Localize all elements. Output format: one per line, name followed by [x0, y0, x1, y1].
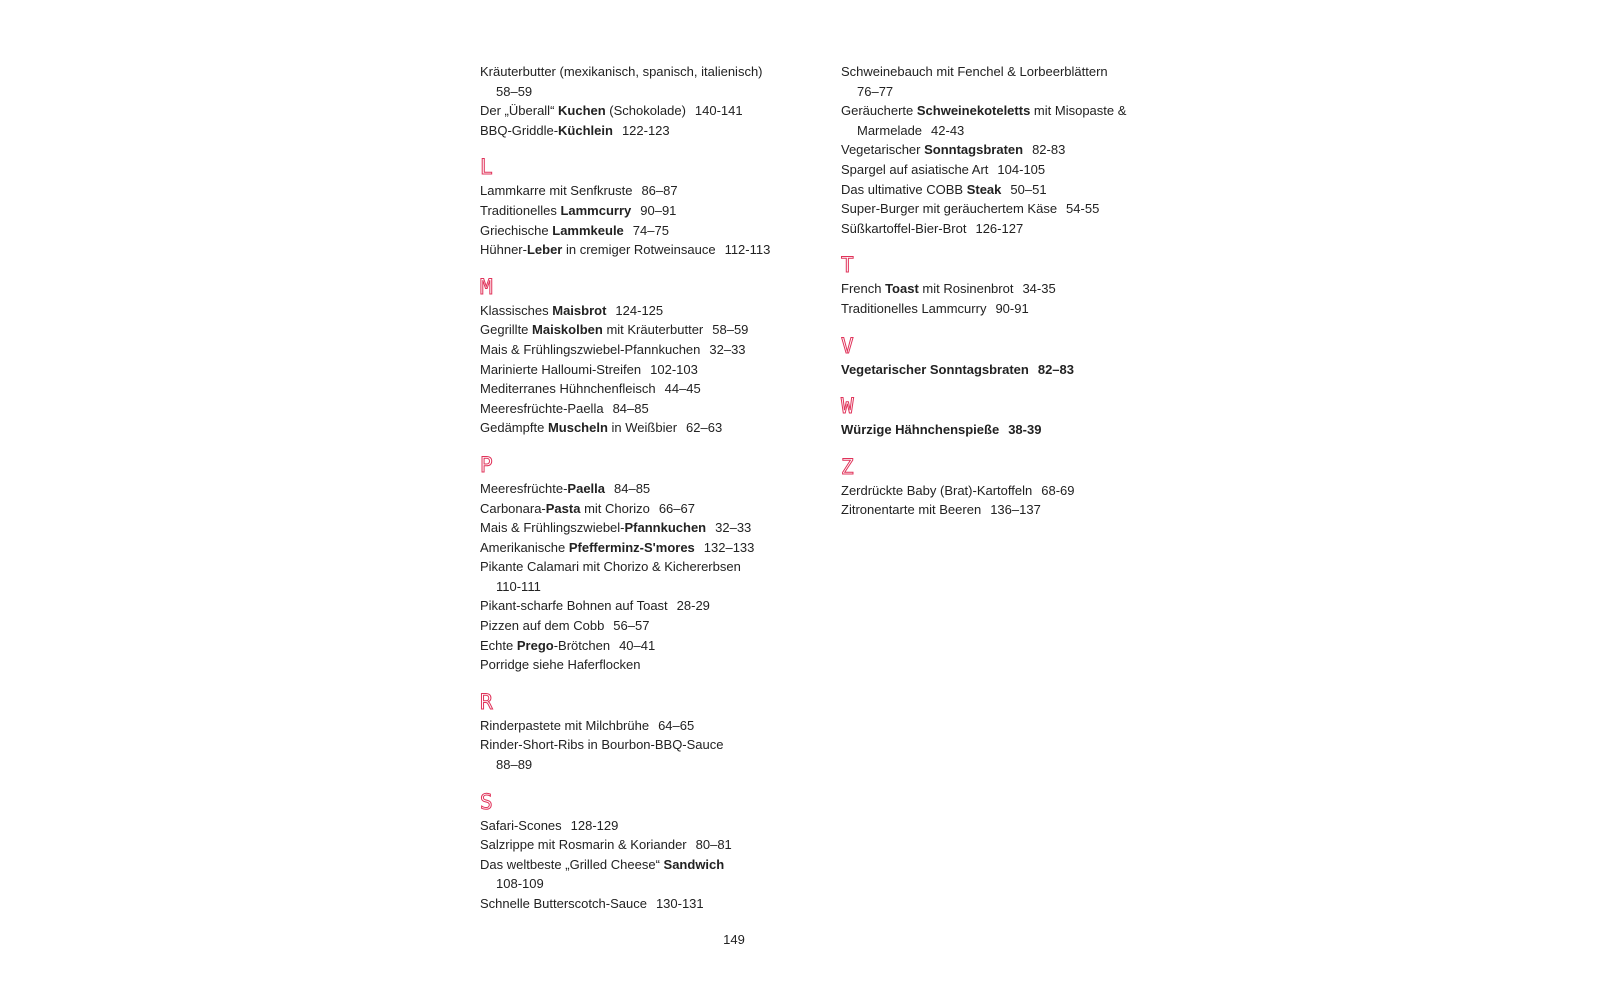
index-entry-text: Traditionelles: [480, 202, 561, 218]
page-reference: 86–87: [641, 183, 678, 199]
page-reference: 126-127: [975, 220, 1024, 236]
index-entry-text: Mais & Frühlingszwiebel-: [480, 520, 625, 536]
page-reference: 136–137: [990, 502, 1041, 518]
page-reference: 64–65: [658, 717, 695, 733]
index-keyword: Prego: [516, 637, 554, 653]
index-entry-text: Lammkarre mit Senfkruste: [480, 183, 633, 199]
index-entry: [480, 181, 810, 201]
page-reference: 128-129: [570, 817, 619, 833]
index-section-w: [841, 395, 1171, 440]
index-entry: [480, 379, 810, 399]
index-keyword: Pfefferminz-S'mores: [568, 539, 695, 555]
index-entry-text: Safari-Scones: [480, 817, 562, 833]
index-keyword: Muscheln: [547, 420, 608, 436]
index-entry: [480, 320, 810, 340]
index-keyword: Küchlein: [558, 122, 613, 138]
index-keyword: Schweinekoteletts: [916, 103, 1031, 119]
page-number: 149: [723, 932, 745, 947]
index-entry: [480, 399, 810, 419]
page-reference: 122-123: [621, 122, 670, 138]
page-reference: 54-55: [1066, 201, 1100, 217]
index-entry-text: Griechische: [480, 222, 553, 238]
index-entry: [480, 835, 810, 855]
index-entry-text: Pikant-scharfe Bohnen auf Toast: [480, 598, 668, 614]
index-entry-text: (Schokolade): [605, 103, 686, 119]
index-entry-text: Super-Burger mit geräuchertem Käse: [841, 201, 1058, 217]
index-entry: [480, 616, 810, 636]
index-section-t: [841, 254, 1171, 318]
index-entry-text: Gedämpfte: [480, 420, 548, 436]
index-keyword: Toast: [885, 281, 919, 297]
index-entry-text: Klassisches: [480, 302, 553, 318]
section-letter: P: [480, 452, 493, 477]
index-entry-text: Hühner-: [480, 242, 527, 258]
index-entry: [841, 219, 1171, 239]
index-entry: [841, 140, 1171, 160]
index-keyword: Paella: [567, 480, 606, 496]
section-letter: W: [841, 394, 854, 419]
index-entry: [480, 636, 810, 656]
index-entry-text: Zerdrückte Baby (Brat)-Kartoffeln: [841, 482, 1033, 498]
index-entry: [480, 121, 810, 141]
index-keyword: Maiskolben: [532, 322, 603, 338]
page-reference: 102-103: [650, 361, 698, 377]
page-reference: 90–91: [640, 202, 677, 218]
index-entry: [841, 299, 1171, 319]
index-entry-text: mit Chorizo: [580, 500, 650, 516]
index-entry-text: Das ultimative COBB: [841, 181, 967, 197]
index-section-continued: [841, 62, 1171, 238]
page-reference: 84–85: [612, 400, 649, 416]
index-entry: [480, 418, 810, 438]
page-reference: 38-39: [1008, 422, 1042, 438]
index-entry-text: Das weltbeste „Grilled Cheese“: [480, 856, 664, 872]
index-entry-text: in Weißbier: [607, 420, 678, 436]
index-entry: [480, 596, 810, 616]
section-letter: M: [480, 274, 493, 299]
page-reference: 58–59: [712, 322, 749, 338]
index-keyword: Sandwich: [663, 856, 725, 872]
index-section-r: [480, 691, 810, 775]
index-entry-text: Marinierte Halloumi-Streifen: [480, 361, 642, 377]
page-reference: 66–67: [658, 500, 695, 516]
index-column-right: [841, 62, 1171, 520]
index-keyword: Leber: [526, 242, 563, 258]
index-entry: [480, 816, 810, 836]
index-entry-continuation: [480, 874, 810, 894]
index-keyword: Pfannkuchen: [624, 520, 707, 536]
index-entry-text: Meeresfrüchte-Paella: [480, 400, 604, 416]
index-entry-text: mit Rosinenbrot: [918, 281, 1014, 297]
index-entry-text: -Brötchen: [553, 637, 611, 653]
section-letter: S: [480, 789, 493, 814]
index-entry-continuation: [480, 577, 810, 597]
index-entry-text: Porridge siehe Haferflocken: [480, 657, 641, 673]
page-reference: 108-109: [496, 876, 544, 892]
index-entry-text: Pikante Calamari mit Chorizo & Kichererbsen: [480, 559, 741, 575]
index-entry-text: Spargel auf asiatische Art: [841, 161, 989, 177]
index-entry-text: French: [841, 281, 886, 297]
index-keyword: Lammkeule: [552, 222, 624, 238]
page-reference: 124-125: [615, 302, 664, 318]
index-entry: [480, 62, 810, 101]
index-entry-text: Rinder-Short-Ribs in Bourbon-BBQ-Sauce: [480, 737, 724, 753]
index-entry: [841, 420, 1171, 440]
page-reference: 62–63: [686, 420, 723, 436]
index-entry-text: Gegrillte: [480, 322, 533, 338]
section-letter: V: [841, 333, 854, 358]
page-reference: 56–57: [613, 618, 650, 634]
index-entry-text: Amerikanische: [480, 539, 569, 555]
index-keyword: Lammcurry: [560, 202, 632, 218]
index-entry-text: Mais & Frühlingszwiebel-Pfannkuchen: [480, 341, 701, 357]
section-letter: Z: [841, 454, 854, 479]
index-entry: [480, 894, 810, 914]
page-reference: 32–33: [709, 341, 746, 357]
index-entry-text: BBQ-Griddle-: [480, 122, 559, 138]
page-reference: 82-83: [1032, 142, 1066, 158]
index-entry: [480, 479, 810, 499]
index-entry-text: Vegetarischer: [841, 142, 925, 158]
index-entry: [841, 279, 1171, 299]
index-keyword: Pasta: [545, 500, 581, 516]
index-entry-text: Traditionelles Lammcurry: [841, 300, 987, 316]
index-entry-text: Schnelle Butterscotch-Sauce: [480, 896, 647, 911]
index-column-left: [480, 62, 810, 914]
index-entry: [480, 518, 810, 538]
page-reference: 82–83: [1037, 361, 1074, 377]
page-reference: 112-113: [724, 242, 771, 258]
page-reference: 32–33: [715, 520, 752, 536]
index-entry: [480, 201, 810, 221]
index-entry: [480, 716, 810, 736]
index-section-s: [480, 791, 810, 914]
index-entry-text: Kräuterbutter (mexikanisch, spanisch, italienisch): [480, 64, 763, 79]
index-entry-text: Rinderpastete mit Milchbrühe: [480, 717, 650, 733]
section-letter: T: [841, 253, 854, 278]
index-entry-text: Schweinebauch mit Fenchel & Lorbeerblättern: [841, 64, 1108, 79]
section-letter: L: [480, 155, 493, 180]
page-reference: 74–75: [632, 222, 669, 238]
index-entry-text: mit Kräuterbutter: [602, 322, 704, 338]
index-entry: [480, 538, 810, 558]
section-letter: R: [480, 689, 493, 714]
index-keyword: Vegetarischer Sonntagsbraten: [841, 361, 1029, 377]
index-entry: [480, 221, 810, 241]
page-reference: 80–81: [695, 837, 732, 853]
index-entry: [480, 240, 810, 260]
index-entry: [480, 499, 810, 519]
index-entry: [841, 500, 1171, 520]
page-reference: 40–41: [619, 637, 656, 653]
index-entry-text: Der „Überall“: [480, 103, 559, 119]
index-entry: [841, 481, 1171, 501]
page-reference: 104-105: [997, 161, 1046, 177]
index-entry-text: Carbonara-: [480, 500, 546, 516]
index-entry-text: Salzrippe mit Rosmarin & Koriander: [480, 837, 687, 853]
index-entry: [480, 655, 810, 675]
index-keyword: Kuchen: [558, 103, 606, 119]
index-entry: [480, 101, 810, 121]
index-keyword: Sonntagsbraten: [924, 142, 1024, 158]
index-entry-text: Echte: [480, 637, 517, 653]
page-reference: 50–51: [1010, 181, 1047, 197]
page-reference: 28-29: [676, 598, 710, 614]
index-entry-text: in cremiger Rotweinsauce: [562, 242, 716, 258]
page-reference: 42-43: [931, 122, 965, 138]
index-entry-text: Zitronentarte mit Beeren: [841, 502, 982, 518]
page-reference: 140-141: [694, 103, 743, 119]
index-entry-text: Geräucherte: [841, 103, 917, 119]
page-reference: 68-69: [1041, 482, 1075, 498]
index-entry: [480, 735, 810, 774]
index-entry: [480, 855, 810, 894]
index-entry-continuation: [480, 82, 810, 102]
page-reference: 130-131: [655, 896, 704, 911]
index-entry-text: Marmelade: [857, 122, 923, 138]
page-reference: 84–85: [614, 480, 651, 496]
index-entry: [841, 360, 1171, 380]
index-keyword: Maisbrot: [552, 302, 607, 318]
index-section-z: [841, 456, 1171, 520]
index-entry-continuation: [841, 121, 1171, 141]
index-section-m: [480, 276, 810, 438]
page-reference: 76–77: [857, 83, 894, 99]
page-reference: 44–45: [664, 381, 701, 397]
index-section-p: [480, 454, 810, 675]
index-entry: [841, 199, 1171, 219]
index-entry-text: Meeresfrüchte-: [480, 480, 568, 496]
page-reference: 90-91: [995, 300, 1029, 316]
index-entry: [480, 557, 810, 596]
page-reference: 132–133: [703, 539, 755, 555]
index-keyword: Steak: [966, 181, 1002, 197]
index-section-v: [841, 335, 1171, 380]
index-entry-continuation: [841, 82, 1171, 102]
page-reference: 58–59: [496, 83, 533, 99]
index-entry: [841, 180, 1171, 200]
index-section-l: [480, 156, 810, 259]
index-entry: [841, 160, 1171, 180]
index-entry-continuation: [480, 755, 810, 775]
index-entry: [841, 101, 1171, 140]
index-entry: [841, 62, 1171, 101]
index-entry-text: Pizzen auf dem Cobb: [480, 618, 605, 634]
index-entry-text: Süßkartoffel-Bier-Brot: [841, 220, 967, 236]
index-entry-text: mit Misopaste &: [1030, 103, 1127, 119]
page-reference: 88–89: [496, 757, 533, 773]
page-reference: 110-111: [496, 578, 541, 594]
page-reference: 34-35: [1022, 281, 1056, 297]
index-keyword: Würzige Hähnchenspieße: [841, 422, 1000, 438]
index-entry: [480, 301, 810, 321]
index-section-continued: [480, 62, 810, 140]
index-entry: [480, 340, 810, 360]
index-entry: [480, 360, 810, 380]
index-entry-text: Mediterranes Hühnchenfleisch: [480, 381, 656, 397]
